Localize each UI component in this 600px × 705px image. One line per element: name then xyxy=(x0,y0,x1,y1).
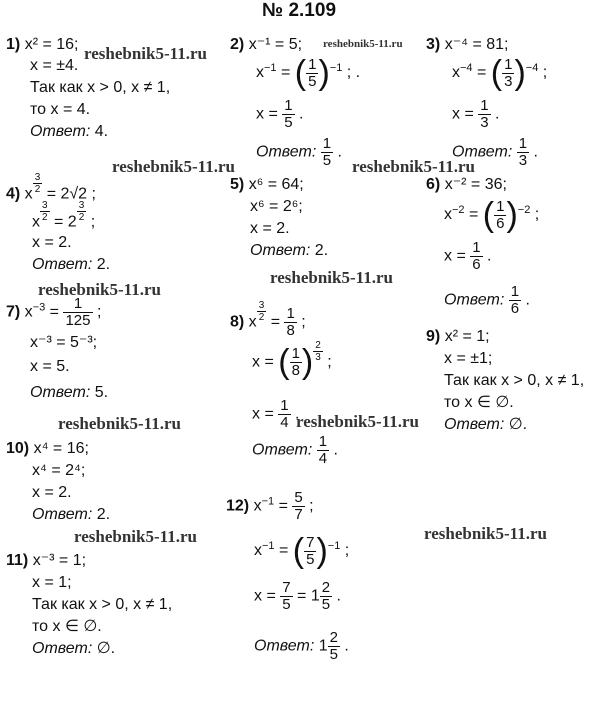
fraction-exponent: $\frac{3}{2}$ xyxy=(78,200,85,223)
fraction: $\frac{7}{5}$ xyxy=(306,533,315,568)
exponent: −1 xyxy=(262,539,275,552)
answer-label: Ответ: xyxy=(32,640,93,657)
answer-line: Ответ: $\frac{1}{5}$ . xyxy=(256,135,342,169)
problem-number: 7) xyxy=(6,303,21,321)
equation-line: x² = 16; xyxy=(24,36,79,53)
equation-line: x = $\frac{1}{5}$ . xyxy=(256,97,304,131)
answer-label: Ответ: xyxy=(252,441,313,459)
answer-label: Ответ: xyxy=(452,143,513,161)
equation-line: x = 2. xyxy=(32,484,72,501)
fraction: $\frac{2}{5}$ xyxy=(329,629,338,663)
mixed-whole: 1 xyxy=(318,637,328,655)
answer-label: Ответ: xyxy=(32,506,93,523)
answer-value: ∅. xyxy=(508,416,528,433)
fraction-exponent: $\frac{3}{2}$ xyxy=(258,300,265,323)
equation-line: x = $\frac{1}{4}$ . xyxy=(252,397,300,431)
equation-line: x⁻¹ = 5; xyxy=(248,36,303,53)
answer-line: Ответ: $\frac{1}{6}$ . xyxy=(444,283,530,317)
fraction: $\frac{1}{5}$ xyxy=(284,97,293,131)
watermark: reshebnik5-11.ru xyxy=(296,412,419,431)
equation-line: x = 2. xyxy=(32,234,72,251)
problem-number: 2) xyxy=(230,36,245,53)
exponent: −1 xyxy=(327,539,341,552)
equation-line: x⁶ = 64; xyxy=(248,176,304,193)
answer-line xyxy=(250,242,328,260)
problem-7: 7) $x^{-3}$ = $\frac{1}{125}$ ; xyxy=(6,295,102,329)
fraction: $\frac{1}{3}$ xyxy=(480,97,489,131)
equation-line: $x^{-1}$ = ( $\frac{7}{5}$ )$^{-1}$ ; xyxy=(254,532,350,570)
answer-value: 2. xyxy=(96,256,111,273)
conclusion-line: то x = 4. xyxy=(30,101,91,118)
watermark: reshebnik5-11.ru xyxy=(84,44,207,63)
equation-line: x = $\frac{7}{5}$ = 1 $\frac{2}{5}$ . xyxy=(254,579,341,613)
fraction: $\frac{1}{6}$ xyxy=(472,239,481,273)
fraction-exponent: $\frac{3}{2}$ xyxy=(42,200,48,223)
equation-line: $x^{-1}$ = ( $\frac{1}{5}$ )$^{-1}$ ; . xyxy=(256,54,361,92)
answer-label: Ответ: xyxy=(444,291,505,309)
exponent: −1 xyxy=(261,495,275,508)
equation-line: x = 2. xyxy=(250,220,290,237)
problem-4: 4) x $\frac{3}{2}$ = 2√2 ; xyxy=(6,172,96,203)
problem-6 xyxy=(426,176,507,194)
equation-line: x = ( $\frac{1}{8}$ ) $\frac{2}{3}$ ; xyxy=(252,340,332,382)
answer-value: 5. xyxy=(94,384,109,401)
page-title: № 2.109 xyxy=(262,0,337,21)
fraction: $\frac{1}{5}$ xyxy=(308,55,317,90)
problem-5 xyxy=(230,176,304,194)
equation-line: $x^{-4}$ = ( $\frac{1}{3}$ )$^{-4}$ ; xyxy=(452,54,548,92)
problem-number: 10) xyxy=(6,440,30,457)
watermark: reshebnik5-11.ru xyxy=(74,527,197,546)
equation-line: x = ±1; xyxy=(444,350,493,367)
answer-line xyxy=(32,640,115,658)
exponent: −2 xyxy=(517,203,531,216)
fraction: $\frac{1}{125}$ xyxy=(65,295,91,329)
equation-line: x = ±4. xyxy=(30,57,79,74)
problem-11 xyxy=(6,552,86,570)
fraction: $\frac{2}{5}$ xyxy=(321,579,331,613)
exponent: −1 xyxy=(264,61,277,74)
condition-line: Так как x > 0, x ≠ 1, xyxy=(32,596,173,613)
answer-line: Ответ: 1 $\frac{2}{5}$ . xyxy=(254,629,349,663)
answer-value: 4. xyxy=(94,123,109,140)
problem-number: 5) xyxy=(230,176,245,193)
answer-line xyxy=(444,416,527,434)
equation-line: x⁴ = 16; xyxy=(33,440,89,457)
equation-line: x⁻³ = 1; xyxy=(32,552,87,569)
problem-2 xyxy=(230,36,302,54)
fraction: $\frac{1}{6}$ xyxy=(496,197,505,232)
exponent: −4 xyxy=(525,61,539,74)
problem-number: 1) xyxy=(6,36,21,53)
problem-12: 12) $x^{-1}$ = $\frac{5}{7}$ ; xyxy=(226,489,314,523)
problem-number: 9) xyxy=(426,328,441,345)
problem-number: 4) xyxy=(6,185,21,203)
problem-number: 12) xyxy=(226,497,250,515)
equation-line: x = 1; xyxy=(32,574,72,591)
equation-line: x⁻² = 36; xyxy=(444,176,507,193)
problem-1 xyxy=(6,36,79,54)
mixed-whole: 1 xyxy=(310,587,320,605)
answer-value: 2. xyxy=(314,242,329,259)
problem-10 xyxy=(6,440,89,458)
equation-line: x⁴ = 2⁴; xyxy=(32,462,86,479)
problem-number: 11) xyxy=(6,552,29,569)
fraction: $\frac{1}{8}$ xyxy=(291,344,300,379)
answer-line xyxy=(30,123,108,141)
conclusion-line: то x ∈ ∅. xyxy=(444,394,514,411)
answer-label: Ответ: xyxy=(32,256,93,273)
equation-rhs: = 2√2 ; xyxy=(46,185,96,203)
answer-line: Ответ: $\frac{1}{4}$ . xyxy=(252,433,338,467)
answer-label: Ответ: xyxy=(444,416,505,433)
exponent: −1 xyxy=(329,61,343,74)
fraction: $\frac{1}{3}$ xyxy=(504,55,513,90)
equation-line: x⁻³ = 5⁻³; xyxy=(30,334,98,351)
condition-line: Так как x > 0, x ≠ 1, xyxy=(444,372,585,389)
equation-line: x⁶ = 2⁶; xyxy=(250,198,303,215)
problem-number: 6) xyxy=(426,176,441,193)
answer-line: Ответ: $\frac{1}{3}$ . xyxy=(452,135,538,169)
condition-line: Так как x > 0, x ≠ 1, xyxy=(30,79,171,96)
problem-number: 8) xyxy=(230,313,245,331)
fraction: $\frac{1}{6}$ xyxy=(510,283,520,317)
answer-line xyxy=(32,506,110,524)
problem-9 xyxy=(426,328,490,346)
watermark: reshebnik5-11.ru xyxy=(352,157,475,176)
problem-8: 8) x $\frac{3}{2}$ = $\frac{1}{8}$ ; xyxy=(230,300,306,339)
fraction: $\frac{1}{5}$ xyxy=(322,135,332,169)
equation-line: x = $\frac{1}{3}$ . xyxy=(452,97,500,131)
answer-value: 2. xyxy=(96,506,111,523)
equation-rhs: = 2 xyxy=(54,213,77,231)
fraction: $\frac{7}{5}$ xyxy=(282,579,291,613)
fraction: $\frac{1}{8}$ xyxy=(286,304,295,339)
equation-line: x² = 1; xyxy=(444,328,490,345)
fraction: $\frac{1}{3}$ xyxy=(518,135,528,169)
watermark: reshebnik5-11.ru xyxy=(38,280,161,299)
exponent: −2 xyxy=(452,203,465,216)
fraction: $\frac{1}{4}$ xyxy=(280,397,289,431)
fraction: $\frac{1}{4}$ xyxy=(318,433,328,467)
equation-line: x⁻⁴ = 81; xyxy=(444,36,509,53)
equation-line: x = 5. xyxy=(30,358,70,375)
equation-line: x $\frac{3}{2}$ = 2 $\frac{3}{2}$ ; xyxy=(32,200,96,231)
exponent: −4 xyxy=(460,61,473,74)
answer-label: Ответ: xyxy=(30,123,91,140)
watermark: reshebnik5-11.ru xyxy=(323,38,403,50)
equation-line: $x^{-2}$ = ( $\frac{1}{6}$ )$^{-2}$ ; xyxy=(444,196,540,234)
answer-label: Ответ: xyxy=(256,143,317,161)
answer-line xyxy=(30,384,108,402)
answer-label: Ответ: xyxy=(250,242,311,259)
fraction-exponent: $\frac{2}{3}$ xyxy=(315,340,321,363)
fraction: $\frac{5}{7}$ xyxy=(294,489,303,523)
answer-label: Ответ: xyxy=(30,384,91,401)
watermark: reshebnik5-11.ru xyxy=(58,414,181,433)
problem-number: 3) xyxy=(426,36,441,53)
watermark: reshebnik5-11.ru xyxy=(424,524,547,543)
answer-value: ∅. xyxy=(96,640,116,657)
problem-3 xyxy=(426,36,508,54)
watermark: reshebnik5-11.ru xyxy=(270,268,393,287)
answer-line xyxy=(32,256,110,274)
conclusion-line: то x ∈ ∅. xyxy=(32,618,102,635)
fraction-exponent: $\frac{3}{2}$ xyxy=(34,172,41,195)
equation-line: x = $\frac{1}{6}$ . xyxy=(444,239,492,273)
watermark: reshebnik5-11.ru xyxy=(112,157,235,176)
answer-label: Ответ: xyxy=(254,637,315,655)
